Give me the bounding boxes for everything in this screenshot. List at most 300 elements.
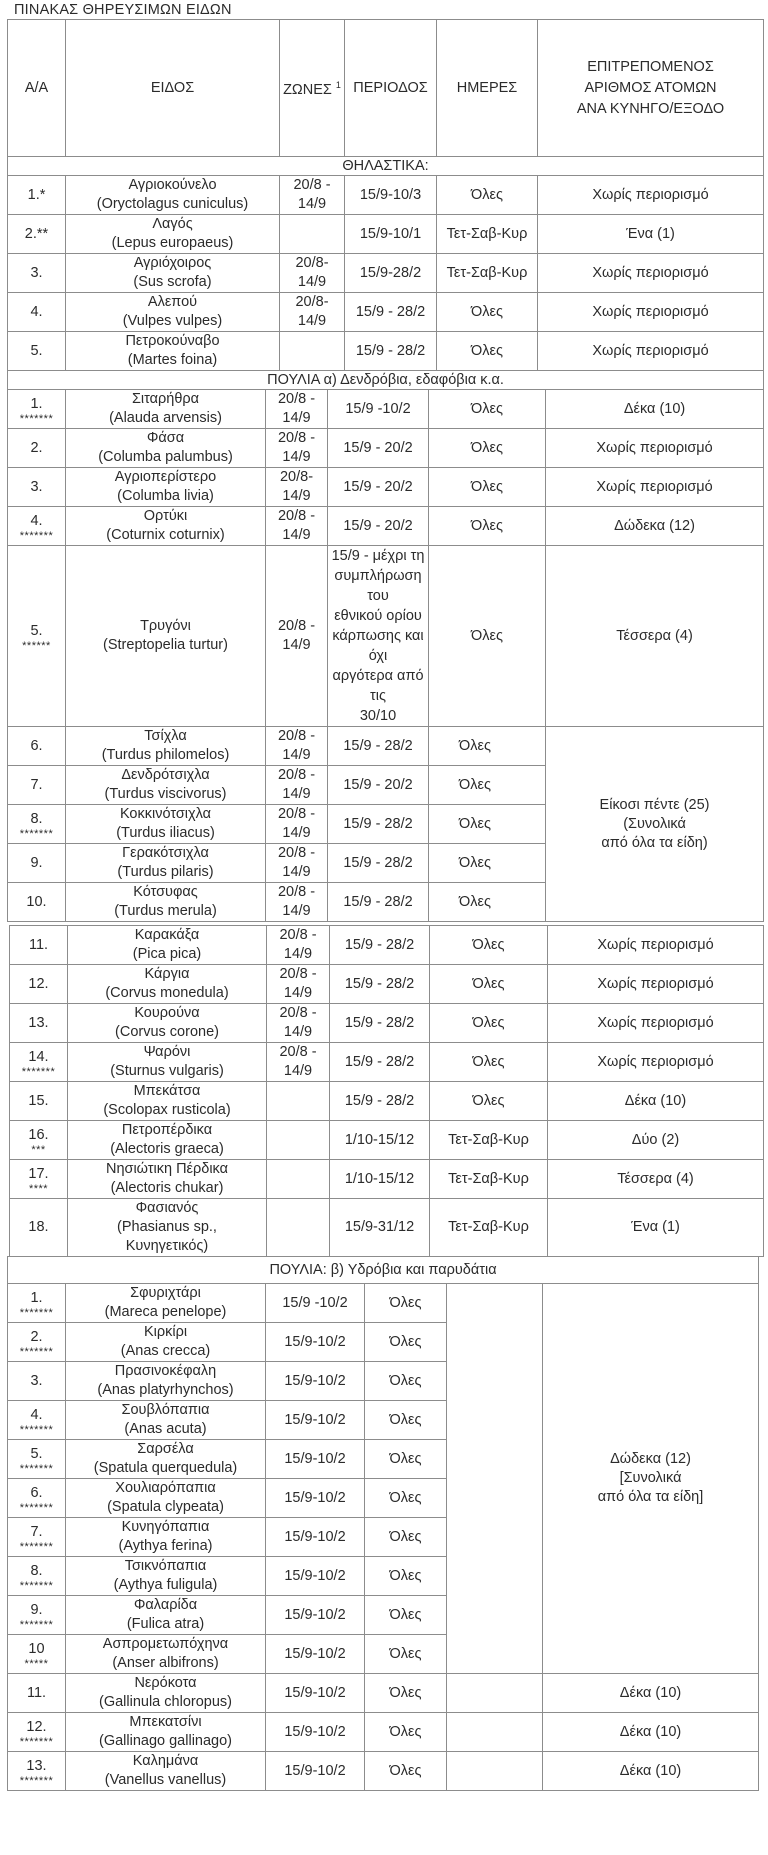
period-cell: 15/9 - 28/2	[345, 293, 437, 332]
header-species: ΕΙΔΟΣ	[66, 20, 280, 157]
days-cell: Όλες	[437, 332, 538, 371]
limit-cell: Δώδεκα (12)	[546, 507, 764, 546]
period-cell: 15/9-10/2	[266, 1401, 365, 1440]
species-name: Σιταρήθρα	[131, 391, 200, 407]
table-row	[8, 1752, 759, 1791]
zone-line: 14/9	[297, 274, 327, 290]
zone-cell	[267, 965, 330, 1004]
species-cell	[66, 1674, 266, 1713]
footnote-mark: ******	[22, 639, 51, 652]
row-number-text: 9.	[30, 1601, 43, 1618]
period-cell: 1/10-15/12	[330, 1160, 430, 1199]
zone-cell	[280, 215, 345, 254]
zone-line: 14/9	[282, 527, 311, 543]
footnote-mark: *******	[19, 412, 54, 425]
days-cell: Τετ-Σαβ-Κυρ	[430, 1160, 548, 1199]
period-cell: 15/9 -10/2	[328, 390, 429, 429]
species-name: Μπεκατσίνι	[129, 1714, 202, 1730]
days-cell: Όλες	[437, 176, 538, 215]
row-number-text: 7.	[30, 776, 43, 793]
species-latin: (Oryctolagus cuniculus)	[96, 196, 249, 212]
footnote-mark: *******	[19, 1774, 54, 1787]
section-title: ΠΟΥΛΙΑ α) Δενδρόβια, εδαφόβια κ.α.	[8, 371, 764, 390]
row-number-text: 6.	[30, 1484, 43, 1501]
species-name: Αγριοκούνελο	[128, 177, 217, 193]
row-number-text: 14.	[28, 1048, 49, 1065]
species-cell	[66, 1479, 266, 1518]
species-cell	[66, 215, 280, 254]
table-row	[8, 507, 764, 546]
row-number-text: 7.	[30, 1523, 43, 1540]
cell-line: εθνικού ορίου	[334, 608, 422, 624]
cell-line: από όλα τα είδη]	[597, 1489, 704, 1505]
species-latin: (Martes foina)	[127, 352, 218, 368]
period-cell: 15/9-10/2	[266, 1674, 365, 1713]
days-cell: Όλες	[365, 1284, 447, 1323]
zone-cell	[267, 1043, 330, 1082]
species-name: Κάργια	[144, 966, 190, 982]
species-cell	[68, 926, 267, 965]
species-latin: (Spatula querquedula)	[93, 1460, 238, 1476]
row-number	[8, 1401, 66, 1440]
row-number	[8, 1479, 66, 1518]
table-row	[8, 468, 764, 507]
species-name: Γερακότσιχλα	[122, 845, 209, 861]
period-cell: 15/9-10/2	[266, 1362, 365, 1401]
species-latin: (Vanellus vanellus)	[104, 1772, 227, 1788]
species-latin: (Anas platyrhynchos)	[97, 1382, 234, 1398]
days-cell: Όλες	[429, 390, 546, 429]
row-number	[10, 1004, 68, 1043]
zone-line: 14/9	[283, 1063, 313, 1079]
limit-cell: Ένα (1)	[548, 1199, 764, 1257]
table-row	[10, 1043, 764, 1082]
zone-line: 20/8 -	[277, 806, 316, 822]
limit-cell: Δέκα (10)	[543, 1713, 759, 1752]
zone-line: 20/8 -	[279, 927, 317, 943]
limit-cell	[546, 727, 764, 922]
zone-line: 20/8 -	[277, 728, 316, 744]
species-latin: (Alauda arvensis)	[109, 410, 222, 426]
period-cell: 15/9-10/2	[266, 1596, 365, 1635]
empty-cell	[447, 1284, 543, 1674]
species-latin: (Phasianus sp.,	[117, 1219, 217, 1235]
species-cell	[66, 1635, 266, 1674]
zone-cell	[266, 429, 328, 468]
table-row	[8, 332, 764, 371]
cell-line: κάρπωσης και όχι	[332, 628, 424, 664]
period-cell: 15/9 - 28/2	[330, 926, 430, 965]
water-birds-table	[7, 1256, 759, 1791]
row-number-text: 5.	[30, 342, 43, 359]
footnote-mark: *******	[19, 1579, 54, 1592]
table-row	[10, 926, 764, 965]
row-number	[8, 390, 66, 429]
cell-line: Δώδεκα (12)	[610, 1451, 691, 1467]
species-cell	[68, 1043, 267, 1082]
table-row	[8, 390, 764, 429]
limit-cell: Χωρίς περιορισμό	[546, 429, 764, 468]
period-cell: 15/9-10/2	[266, 1557, 365, 1596]
period-cell: 15/9 -10/2	[266, 1284, 365, 1323]
species-cell	[68, 1082, 267, 1121]
row-number	[8, 883, 66, 922]
zone-line: 20/8 -	[277, 845, 316, 861]
period-cell: 1/10-15/12	[330, 1121, 430, 1160]
species-name: Αγριοπερίστερο	[114, 469, 217, 485]
days-cell: Τετ-Σαβ-Κυρ	[437, 254, 538, 293]
species-name: Φαλαρίδα	[133, 1597, 198, 1613]
species-cell	[66, 1557, 266, 1596]
species-latin: (Turdus iliacus)	[116, 825, 215, 841]
row-number	[8, 1557, 66, 1596]
species-name: Πρασινοκέφαλη	[114, 1363, 217, 1379]
header-period: ΠΕΡΙΟΔΟΣ	[345, 20, 437, 157]
days-cell: Όλες	[430, 1043, 548, 1082]
table-row	[8, 1674, 759, 1713]
days-cell: Όλες	[437, 293, 538, 332]
table-row	[8, 1713, 759, 1752]
zone-line: 20/8 -	[277, 430, 316, 446]
species-latin: (Columba livia)	[117, 488, 214, 504]
species-latin: (Alectoris chukar)	[110, 1180, 224, 1196]
period-cell: 15/9-10/2	[266, 1440, 365, 1479]
table-row	[8, 429, 764, 468]
row-number	[10, 926, 68, 965]
section-title: ΘΗΛΑΣΤΙΚΑ:	[8, 157, 764, 176]
days-cell: Όλες	[430, 926, 548, 965]
empty-cell	[447, 1713, 543, 1752]
species-latin: (Corvus corone)	[115, 1024, 219, 1040]
species-name: Νερόκοτα	[134, 1675, 197, 1691]
species-latin: (Corvus monedula)	[105, 985, 229, 1001]
limit-cell: Χωρίς περιορισμό	[548, 965, 764, 1004]
period-cell: 15/9 - 20/2	[328, 766, 429, 805]
zone-line: 20/8 -	[293, 177, 331, 193]
species-cell	[66, 176, 280, 215]
species-name: Κυνηγόπαπια	[121, 1519, 210, 1535]
table-row	[10, 1160, 764, 1199]
species-name: Ψαρόνι	[143, 1044, 191, 1060]
species-latin: (Coturnix coturnix)	[106, 527, 225, 543]
zone-line: 20/8 -	[279, 1044, 317, 1060]
row-number-text: 11.	[26, 1684, 47, 1701]
limit-cell: Χωρίς περιορισμό	[538, 176, 764, 215]
table-row	[8, 215, 764, 254]
cell-line: συμπλήρωση του	[334, 568, 422, 604]
cell-line: 15/9 - μέχρι τη	[331, 548, 425, 564]
row-number-text: 5.	[30, 1445, 43, 1462]
species-name: Νησιώτικη Πέρδικα	[105, 1161, 229, 1177]
zone-cell	[266, 546, 328, 727]
days-cell: Τετ-Σαβ-Κυρ	[430, 1199, 548, 1257]
species-cell	[66, 390, 266, 429]
zone-line: 20/8 -	[277, 767, 316, 783]
zone-cell	[267, 1199, 330, 1257]
row-number	[8, 1284, 66, 1323]
zone-line: 14/9	[282, 410, 311, 426]
table-row	[8, 176, 764, 215]
row-number-text: 4.	[30, 512, 43, 529]
species-cell	[66, 507, 266, 546]
species-cell	[66, 766, 266, 805]
mammals-table	[7, 19, 764, 371]
zone-line: 14/9	[297, 313, 327, 329]
row-number-text: 5.	[30, 622, 43, 639]
footnote-mark: *******	[19, 1735, 54, 1748]
row-number	[8, 1440, 66, 1479]
species-cell	[66, 1323, 266, 1362]
species-name: Καρακάξα	[134, 927, 200, 943]
species-latin: (Gallinula chloropus)	[99, 1694, 232, 1710]
table-row	[10, 1199, 764, 1257]
species-latin: (Spatula clypeata)	[107, 1499, 224, 1515]
period-cell: 15/9-10/2	[266, 1479, 365, 1518]
period-cell: 15/9 - 28/2	[330, 1043, 430, 1082]
limit-cell	[543, 1284, 759, 1674]
header-zones: ΖΩΝΕΣ $^1$	[280, 20, 345, 157]
zone-cell	[280, 332, 345, 371]
period-cell: 15/9-10/2	[266, 1323, 365, 1362]
period-cell: 15/9-10/1	[345, 215, 437, 254]
zone-cell	[266, 390, 328, 429]
period-cell: 15/9-10/2	[266, 1518, 365, 1557]
table-row	[8, 727, 764, 766]
birds-a-table	[7, 370, 764, 922]
days-cell: Όλες	[365, 1557, 447, 1596]
zone-line: 14/9	[282, 449, 311, 465]
row-number	[8, 293, 66, 332]
species-name: Φάσα	[146, 430, 185, 446]
species-name: Σαρσέλα	[137, 1441, 194, 1457]
footnote-mark: ***	[31, 1143, 46, 1156]
species-cell	[66, 844, 266, 883]
limit-cell: Τέσσερα (4)	[548, 1160, 764, 1199]
days-cell: Όλες	[430, 1004, 548, 1043]
species-cell	[66, 468, 266, 507]
zone-line: 14/9	[282, 786, 311, 802]
species-cell	[66, 1440, 266, 1479]
days-cell: Όλες	[429, 429, 546, 468]
zone-line: 20/8 -	[277, 508, 316, 524]
zone-cell	[266, 468, 328, 507]
period-cell: 15/9 - 20/2	[328, 429, 429, 468]
days-cell: Όλες	[429, 844, 546, 883]
table-row	[8, 254, 764, 293]
footnote-mark: ****	[28, 1182, 49, 1195]
zone-line: 14/9	[282, 488, 311, 504]
period-cell: 15/9-31/12	[330, 1199, 430, 1257]
table-header-row	[8, 20, 764, 157]
limit-cell: Χωρίς περιορισμό	[548, 926, 764, 965]
row-number	[10, 1043, 68, 1082]
species-latin: (Gallinago gallinago)	[99, 1733, 232, 1749]
days-cell: Όλες	[429, 507, 546, 546]
days-cell: Όλες	[365, 1440, 447, 1479]
row-number-text: 8.	[30, 810, 43, 827]
footnote-mark: *******	[19, 1306, 54, 1319]
footnote-mark: *******	[19, 827, 54, 840]
table-row	[8, 1284, 759, 1323]
limit-cell: Δέκα (10)	[543, 1752, 759, 1791]
species-cell	[66, 546, 266, 727]
table-row	[10, 1121, 764, 1160]
days-cell: Όλες	[365, 1479, 447, 1518]
zone-cell	[266, 507, 328, 546]
days-cell: Όλες	[365, 1596, 447, 1635]
row-number-text: 8.	[30, 1562, 43, 1579]
species-cell	[66, 332, 280, 371]
row-number-text: 3.	[30, 264, 43, 281]
row-number-text: 15.	[28, 1092, 49, 1109]
species-cell	[66, 429, 266, 468]
days-cell: Όλες	[365, 1401, 447, 1440]
species-cell	[66, 254, 280, 293]
days-cell: Όλες	[365, 1674, 447, 1713]
species-cell	[66, 1518, 266, 1557]
species-name: Τσικνόπαπια	[124, 1558, 207, 1574]
limit-cell: Χωρίς περιορισμό	[538, 332, 764, 371]
period-cell	[328, 546, 429, 727]
footnote-mark: *******	[19, 1540, 54, 1553]
species-cell	[66, 805, 266, 844]
species-name: Μπεκάτσα	[133, 1083, 201, 1099]
row-number	[8, 1752, 66, 1791]
zone-cell	[280, 254, 345, 293]
zone-line: 14/9	[282, 903, 311, 919]
zone-line: 14/9	[283, 985, 313, 1001]
days-cell: Όλες	[429, 766, 546, 805]
row-number	[8, 1674, 66, 1713]
species-latin: (Sus scrofa)	[133, 274, 212, 290]
header-aa: Α/Α	[8, 20, 66, 157]
row-number-text: 2.	[30, 1328, 43, 1345]
row-number-text: 1.*	[27, 186, 46, 203]
row-number-text: 13.	[28, 1014, 49, 1031]
days-cell: Τετ-Σαβ-Κυρ	[430, 1121, 548, 1160]
days-cell: Όλες	[429, 468, 546, 507]
limit-cell: Χωρίς περιορισμό	[538, 293, 764, 332]
row-number-text: 10.	[26, 893, 47, 910]
limit-cell: Τέσσερα (4)	[546, 546, 764, 727]
period-cell: 15/9 - 28/2	[328, 727, 429, 766]
period-cell: 15/9 - 28/2	[330, 965, 430, 1004]
species-cell	[68, 1160, 267, 1199]
row-number	[8, 254, 66, 293]
row-number-text: 16.	[28, 1126, 49, 1143]
species-cell	[66, 1713, 266, 1752]
species-cell	[66, 883, 266, 922]
row-number-text: 6.	[30, 737, 43, 754]
zone-line: 20/8 -	[279, 966, 317, 982]
species-name: Ασπρομετωπόχηνα	[102, 1636, 229, 1652]
species-latin: (Pica pica)	[132, 946, 202, 962]
row-number	[8, 1362, 66, 1401]
species-cell	[66, 293, 280, 332]
species-cell	[66, 1401, 266, 1440]
row-number	[8, 332, 66, 371]
period-cell: 15/9-10/3	[345, 176, 437, 215]
zone-line: 20/8 -	[277, 618, 316, 634]
footnote-mark: *******	[19, 1462, 54, 1475]
row-number-text: 18.	[28, 1219, 49, 1235]
zone-line: 14/9	[297, 196, 327, 212]
species-name: Τσίχλα	[144, 728, 187, 744]
species-cell	[66, 1362, 266, 1401]
row-number	[8, 468, 66, 507]
period-cell: 15/9 - 20/2	[328, 507, 429, 546]
zone-line: 14/9	[283, 1024, 313, 1040]
zone-cell	[267, 1121, 330, 1160]
row-number	[8, 844, 66, 883]
row-number-text: 2.**	[24, 225, 49, 242]
row-number	[8, 1596, 66, 1635]
species-latin: (Streptopelia turtur)	[103, 637, 228, 653]
cell-line: [Συνολικά	[619, 1470, 682, 1486]
row-number	[8, 805, 66, 844]
species-latin: (Turdus merula)	[114, 903, 217, 919]
row-number-text: 4.	[30, 1406, 43, 1423]
period-cell: 15/9 - 28/2	[328, 805, 429, 844]
zone-line: 14/9	[283, 946, 313, 962]
species-name: Πετροπέρδικα	[121, 1122, 213, 1138]
section-title: ΠΟΥΛΙΑ: β) Υδρόβια και παρυδάτια	[8, 1257, 759, 1284]
limit-cell: Δέκα (10)	[548, 1082, 764, 1121]
empty-cell	[447, 1752, 543, 1791]
species-latin: (Aythya fuligula)	[113, 1577, 218, 1593]
footnote-mark: *******	[19, 1501, 54, 1514]
row-number	[10, 1082, 68, 1121]
footnote-mark: *****	[24, 1657, 49, 1670]
footnote-mark: *******	[19, 1618, 54, 1631]
species-cell	[68, 1199, 267, 1257]
zone-cell	[280, 176, 345, 215]
zone-line: 20/8-	[295, 294, 329, 310]
zone-cell	[266, 727, 328, 766]
days-cell: Όλες	[429, 883, 546, 922]
species-cell	[66, 1596, 266, 1635]
table-row	[10, 965, 764, 1004]
limit-cell: Χωρίς περιορισμό	[538, 254, 764, 293]
row-number	[8, 1635, 66, 1674]
zone-line: 14/9	[282, 825, 311, 841]
zone-cell	[266, 766, 328, 805]
table-row	[8, 546, 764, 727]
species-latin: (Alectoris graeca)	[110, 1141, 224, 1157]
footnote-mark: *******	[21, 1065, 56, 1078]
zone-cell	[280, 293, 345, 332]
cell-line: από όλα τα είδη)	[601, 834, 708, 851]
row-number-text: 17.	[28, 1165, 49, 1182]
footnote-mark: *******	[19, 1345, 54, 1358]
zone-cell	[267, 926, 330, 965]
row-number	[8, 727, 66, 766]
row-number-text: 13.	[26, 1757, 47, 1774]
species-latin: Κυνηγετικός)	[125, 1238, 209, 1254]
species-name: Σουβλόπαπια	[121, 1402, 210, 1418]
row-number	[10, 1121, 68, 1160]
zone-line: 20/8 -	[277, 391, 316, 407]
period-cell: 15/9 - 28/2	[330, 1004, 430, 1043]
cell-line: 30/10	[359, 708, 397, 724]
zone-cell	[266, 883, 328, 922]
species-latin: (Lepus europaeus)	[111, 235, 234, 251]
species-latin: (Sturnus vulgaris)	[110, 1063, 224, 1079]
row-number	[8, 215, 66, 254]
footnote-mark: *******	[19, 1423, 54, 1436]
row-number	[10, 1160, 68, 1199]
period-cell: 15/9 - 28/2	[330, 1082, 430, 1121]
